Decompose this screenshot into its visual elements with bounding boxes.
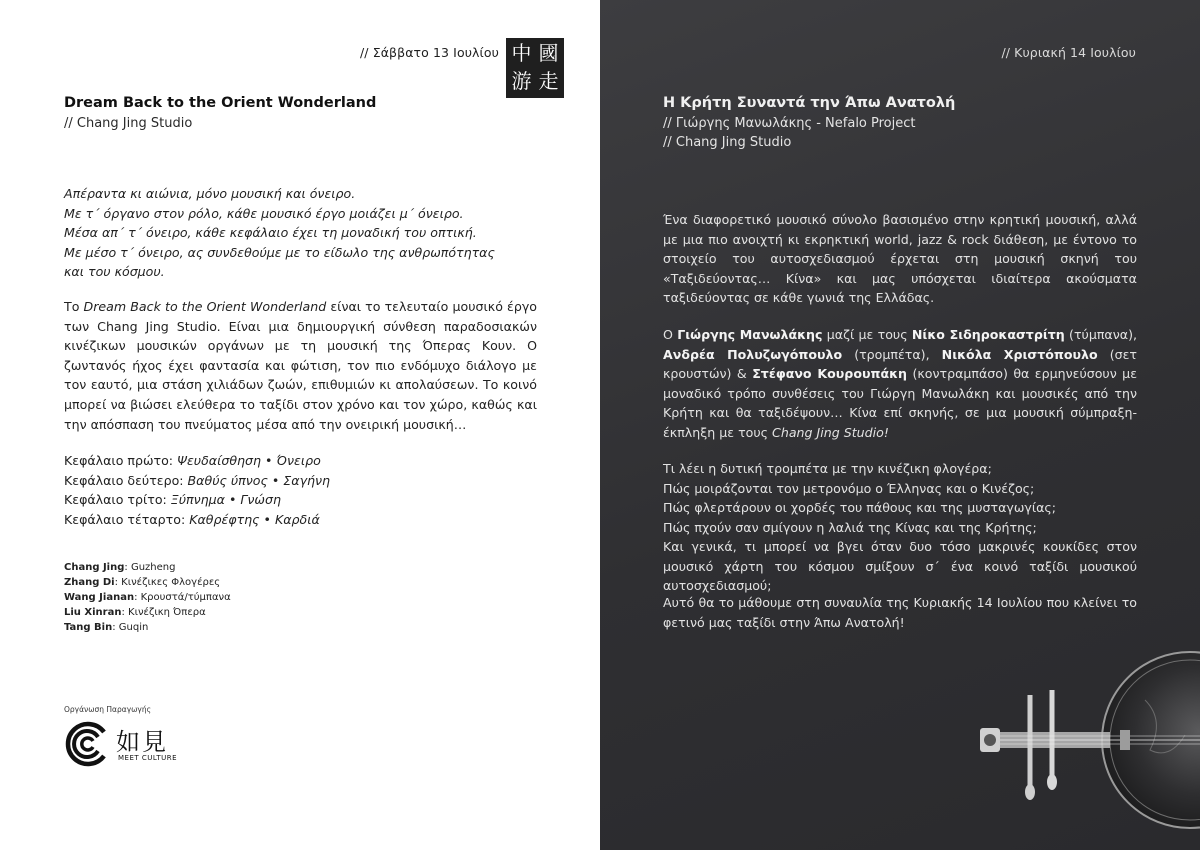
credit-name: Chang Jing — [64, 562, 125, 573]
poem-line: και του κόσμου. — [64, 264, 165, 280]
right-event-subtitle: // Chang Jing Studio — [663, 135, 792, 150]
desc-work-title: Dream Back to the Orient Wonderland — [83, 299, 327, 314]
chapter-label: Κεφάλαιο πρώτο: — [64, 453, 178, 468]
logo-glyphs: 如見 — [116, 728, 168, 756]
credit-name: Liu Xinran — [64, 607, 122, 618]
musician-name: Ανδρέα Πολυζωγόπουλο — [663, 346, 843, 362]
poem-line: Με τ΄ όργανο στον ρόλο, κάθε μουσικό έργο μοιάζει μ΄ όνειρο. — [64, 205, 464, 221]
poem-line: Με μέσο τ΄ όνειρο, ας συνδεθούμε με το είδωλο της ανθρωπότητας — [64, 244, 495, 260]
poem-line: Μέσα απ΄ τ΄ όνειρο, κάθε κεφάλαιο έχει τη μοναδική του οπτική. — [64, 225, 477, 241]
performer-credits — [64, 560, 231, 635]
musician-name: Νικόλα Χριστόπουλο — [941, 346, 1098, 362]
credit-role: : Κρουστά/τύμπανα — [134, 592, 231, 603]
right-event-title: Η Κρήτη Συναντά την Άπω Ανατολή — [663, 95, 956, 111]
seal-char: 中 — [511, 41, 532, 65]
credit-item — [64, 590, 231, 605]
chapter-item — [64, 451, 330, 471]
poem-line: Απέραντα κι αιώνια, μόνο μουσική και όνειρο. — [64, 186, 356, 201]
seal-char: 走 — [538, 69, 559, 93]
credit-name: Wang Jianan — [64, 592, 135, 603]
right-event-subtitle: // Γιώργης Μανωλάκης - Nefalo Project — [663, 116, 916, 131]
credit-role: : Guqin — [112, 622, 149, 633]
desc-text: Το — [64, 299, 84, 314]
credit-item — [64, 575, 231, 590]
question-line: Πώς πχούν σαν σμίγουν η λαλιά της Κίνας και της Κρήτης; — [663, 519, 1037, 535]
lineup-text: μαζί με τους — [822, 327, 912, 342]
left-description — [64, 297, 537, 434]
chapter-label: Κεφάλαιο τρίτο: — [64, 492, 171, 508]
desc-text: είναι το τελευταίο μουσικό έργο των Chang Jing Studio. Είναι μια δημιουργική σύνθεση παραδοσιακών κινέζικων μουσικών οργάνων με τη μουσική της Όπερας Κουν. Ο ζωντανός ήχος έχει φαντασία και φώτιση, τον πιο ενδόμυχο διάλογο με τον εαυτό, μια στάση χιλιάδων ζωών, επιθυμιών κι απολαύσεων. Το κοινό μπορεί να βιώσει ελεύθερα το ταξίδι στον χρόνο και τον χώρο, καθώς και την απόσπαση του πνεύματος μέσα από την ονειρική μουσική… — [64, 299, 537, 432]
right-page — [600, 0, 1200, 850]
left-event-subtitle: // Chang Jing Studio — [64, 116, 193, 131]
question-line: Πώς φλερτάρουν οι χορδές του πάθους και της μυσταγωγίας; — [663, 500, 1057, 516]
credit-name: Zhang Di — [64, 577, 115, 588]
saturday-date: // Σάββατο 13 Ιουλίου — [360, 45, 499, 60]
right-questions — [663, 459, 1137, 537]
seal-char: 國 — [538, 41, 559, 65]
credit-role: : Guzheng — [124, 562, 176, 573]
credit-item — [64, 620, 231, 635]
lineup-text: Ο — [663, 327, 678, 342]
meet-culture-c-icon — [64, 720, 112, 768]
right-intro-paragraph: Ένα διαφορετικό μουσικό σύνολο βασισμένο στην κρητική μουσική, αλλά με μια πιο ανοιχτή κι εκρηκτική world, jazz & rock διάθεση, με έντονο το στοιχείο του αυτοσχεδιασμού έρχεται στη μουσική σκηνή του «Ταξιδεύοντας… Κίνα» και μας υπόσχεται ιδιαίτερα ακούσματα ταξιδεύοντας σε κάθε γωνιά της Ελλάδας. — [663, 212, 1137, 306]
credit-role: : Κινέζικη Όπερα — [121, 607, 206, 618]
chapter-item — [64, 490, 330, 510]
meet-culture-logo — [64, 720, 194, 770]
right-closing-paragraph: Αυτό θα το μάθουμε στη συναυλία της Κυριακής 14 Ιουλίου που κλείνει το φετινό μας ταξίδι στην Άπω Ανατολή! — [663, 595, 1137, 630]
seal-char: 游 — [511, 69, 532, 93]
credit-item — [64, 605, 231, 620]
chapter-list — [64, 451, 330, 529]
chapter-value: Ξύπνημα • Γνώση — [170, 492, 281, 508]
credit-name: Tang Bin — [64, 622, 113, 633]
logo-text: MEET CULTURE — [118, 754, 178, 762]
lineup-text: (τύμπανα), — [1064, 327, 1137, 342]
chapter-item — [64, 510, 330, 530]
musician-name: Στέφανο Κουρουπάκη — [752, 366, 908, 382]
question-line: Πώς μοιράζονται τον μετρονόμο ο Έλληνας και ο Κινέζος; — [663, 480, 1035, 496]
right-question-last: Και γενικά, τι μπορεί να βγει όταν δυο τόσο μακρινές κουκίδες στον μουσικό χάρτη του κόσμου σμίξουν σ΄ ένα κοινό ταξίδι μουσικού αυτοσχεδιασμού; — [663, 539, 1137, 594]
right-lineup-paragraph — [663, 325, 1137, 443]
chapter-label: Κεφάλαιο δεύτερο: — [64, 472, 188, 488]
musician-name: Γιώργης Μανωλάκης — [677, 327, 823, 342]
pipa-instrument-illustration — [970, 640, 1200, 830]
musician-name: Νίκο Σιδηροκαστρίτη — [911, 327, 1065, 342]
chapter-item — [64, 471, 330, 491]
lineup-text: (τρομπέτα), — [842, 346, 942, 362]
chinese-seal-logo — [506, 38, 564, 98]
chapter-value: Καθρέφτης • Καρδιά — [189, 511, 320, 527]
credit-role: : Κινέζικες Φλογέρες — [114, 577, 221, 588]
chapter-value: Βαθύς ύπνος • Σαγήνη — [187, 472, 331, 488]
left-event-title: Dream Back to the Orient Wonderland — [64, 95, 377, 111]
lineup-italic: Chang Jing Studio! — [772, 424, 889, 440]
credit-item — [64, 560, 231, 575]
question-line: Τι λέει η δυτική τρομπέτα με την κινέζικη φλογέρα; — [663, 461, 992, 476]
sunday-date: // Κυριακή 14 Ιουλίου — [1001, 45, 1136, 60]
organizer-label: Οργάνωση Παραγωγής — [64, 705, 152, 714]
lineup-text: (κοντραμπάσο) θα ερμηνεύσουν με μοναδικό τρόπο συνθέσεις του Γιώργη Μανωλάκη και μουσικές από την Κρήτη και θα ταξιδέψουν… Κίνα επί σκηνής, σε μια μουσική σύμπραξη-έκπληξη με τους — [663, 366, 1137, 440]
lineup-text: (σετ κρουστών) & — [663, 346, 1137, 382]
chapter-label: Κεφάλαιο τέταρτο: — [64, 511, 190, 527]
chapter-value: Ψευδαίσθηση • Όνειρο — [177, 453, 321, 468]
poem — [64, 184, 544, 282]
